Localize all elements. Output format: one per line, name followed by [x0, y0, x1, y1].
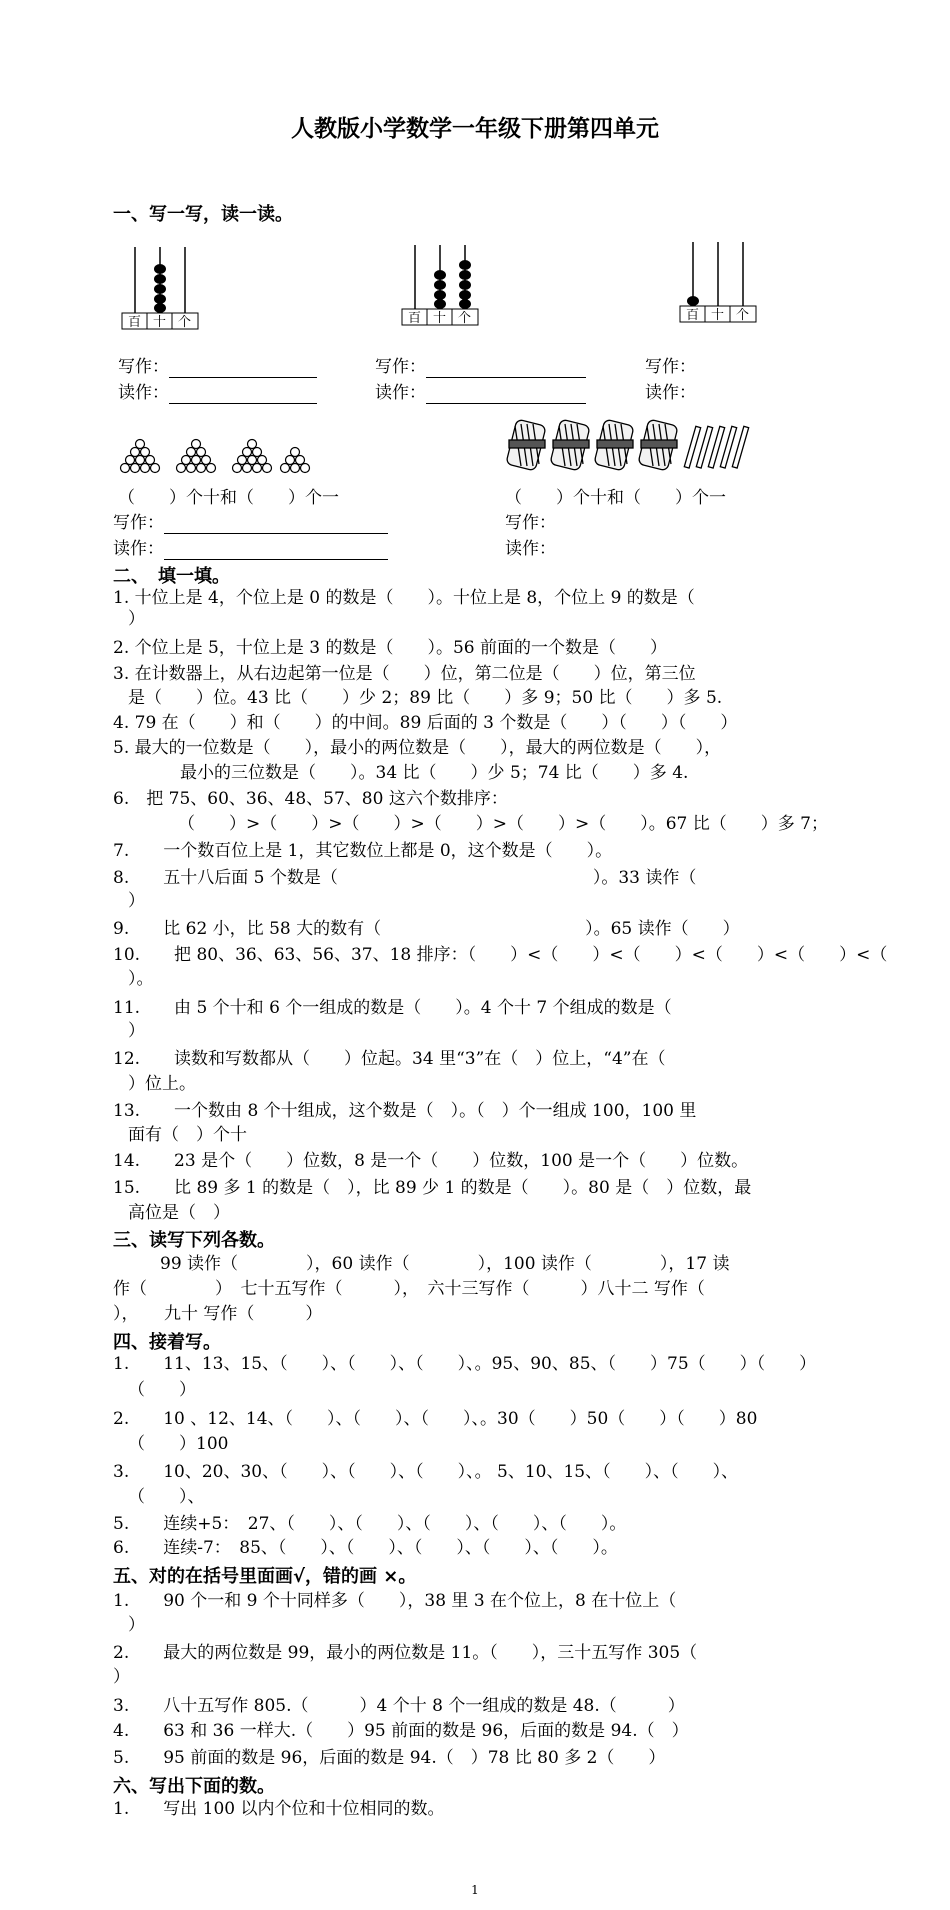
fill-line: 2. 个位上是 5，十位上是 3 的数是（ ）。56 前面的一个数是（ ） — [113, 638, 668, 658]
write-row-2: 写作： — [375, 356, 586, 378]
section-1-heading: 一、写一写，读一读。 — [113, 204, 293, 225]
write-row-5: 写作： — [505, 513, 556, 533]
write-row-4: 写作： — [113, 512, 388, 534]
abacus-label-tens: 十 — [152, 315, 167, 330]
read-blank[interactable] — [426, 386, 586, 404]
tens-beads — [154, 264, 166, 313]
fill-line: ）。 — [128, 969, 154, 989]
fill-line: 3. 在计数器上，从右边起第一位是（ ）位，第二位是（ ）位，第三位 — [113, 664, 696, 684]
fill-line: 15. 比 89 多 1 的数是（ ），比 89 少 1 的数是（ ）。80 是（ ）位数，最 — [113, 1178, 752, 1198]
section-2-heading: 二、 填一填。 — [113, 566, 230, 587]
continue-line: （ ） — [128, 1380, 196, 1400]
section-4-heading: 四、接着写。 — [113, 1332, 221, 1353]
fill-line: 11. 由 5 个十和 6 个一组成的数是（ ）。4 个十 7 个组成的数是（ — [113, 998, 672, 1018]
abacus-label-hundreds: 百 — [685, 308, 700, 323]
read-blank[interactable] — [164, 542, 388, 560]
readwrite-line: ）， 九十 写作（ ） — [113, 1304, 323, 1324]
read-row-5: 读作： — [505, 539, 556, 559]
readwrite-line: 99 读作（ ），60 读作（ ），100 读作（ ），17 读 — [160, 1254, 730, 1274]
ball-pyramids-image — [118, 438, 318, 478]
continue-line: （ ）100 — [128, 1434, 229, 1454]
fill-line: 13. 一个数由 8 个十组成，这个数是（ ）。（ ）个一组成 100，100 里 — [113, 1101, 697, 1121]
pyramid-of-ten — [121, 440, 160, 473]
abacus-3-image — [676, 240, 761, 325]
fill-line: 5. 最大的一位数是（ ），最小的两位数是（ ），最大的两位数是（ ）， — [113, 738, 722, 758]
fill-line: 10. 把 80、36、63、56、37、18 排序：（ ）<（ ）<（ ）<（ ）<（ ）<（ — [113, 945, 888, 965]
stick-bundle — [506, 419, 546, 471]
stick-bundle — [550, 419, 590, 471]
read-blank[interactable] — [169, 386, 317, 404]
write-row-1: 写作： — [118, 356, 317, 378]
judge-line: ） — [128, 1615, 145, 1635]
write-blank[interactable] — [169, 360, 317, 378]
fill-line: 14. 23 是个（ ）位数，8 是一个（ ）位数，100 是一个（ ）位数。 — [113, 1151, 749, 1171]
fill-line: （ ）>（ ）>（ ）>（ ）>（ ）>（ ）。67 比（ ）多 7； — [178, 814, 828, 834]
read-row-4: 读作： — [113, 538, 388, 560]
ones-beads — [459, 260, 471, 309]
section-5-heading: 五、对的在括号里面画√，错的画 ×。 — [113, 1566, 417, 1587]
judge-line: 4. 63 和 36 一样大.（ ）95 前面的数是 96，后面的数是 94.（ ） — [113, 1721, 689, 1741]
page-title: 人教版小学数学一年级下册第四单元 — [291, 116, 659, 142]
fill-line: 7. 一个数百位上是 1，其它数位上都是 0，这个数是（ ）。 — [113, 841, 613, 861]
fill-line: 1. 十位上是 4，个位上是 0 的数是（ ）。十位上是 8，个位上 9 的数是（ — [113, 588, 695, 608]
fill-line: ） — [128, 609, 145, 629]
pyramid-of-ten — [177, 440, 216, 473]
judge-line: ） — [113, 1667, 130, 1687]
judge-line: 5. 95 前面的数是 96，后面的数是 94.（ ）78 比 80 多 2（ ） — [113, 1748, 666, 1768]
pyramid-of-ten — [233, 440, 272, 473]
tens-ones-1: （ ）个十和（ ）个一 — [118, 488, 339, 508]
fill-line: ） — [128, 1021, 145, 1041]
fill-line: 面有（ ）个十 — [128, 1125, 247, 1145]
fill-line: ）位上。 — [128, 1074, 196, 1094]
fill-line: ） — [128, 891, 145, 911]
stick-bundle — [638, 419, 678, 471]
read-row-2: 读作： — [375, 382, 586, 404]
fill-line: 9. 比 62 小，比 58 大的数有（ ）。65 读作（ ） — [113, 919, 740, 939]
single-sticks — [684, 426, 748, 468]
hundreds-bead — [687, 296, 699, 306]
abacus-label-hundreds: 百 — [127, 315, 142, 330]
write-blank[interactable] — [164, 516, 388, 534]
fill-line: 4. 79 在（ ）和（ ）的中间。89 后面的 3 个数是（ ）（ ）（ ） — [113, 713, 738, 733]
continue-line: （ ）、 — [128, 1487, 205, 1507]
fill-line: 高位是（ ） — [128, 1203, 230, 1223]
judge-line: 1. 90 个一和 9 个十同样多（ ），38 里 3 在个位上，8 在十位上（ — [113, 1591, 677, 1611]
fill-line: 8. 五十八后面 5 个数是（ ）。33 读作（ — [113, 868, 697, 888]
section-6-heading: 六、写出下面的数。 — [113, 1776, 275, 1797]
fill-line: 最小的三位数是（ ）。34 比（ ）少 5；74 比（ ）多 4. — [180, 763, 689, 783]
abacus-label-ones: 个 — [177, 315, 192, 330]
page-number: 1 — [471, 1883, 479, 1897]
read-row-3: 读作： — [645, 383, 696, 403]
continue-line: 3. 10、20、30、（ ）、（ ）、（ ）、。 5、10、15、（ ）、（ ）、 — [113, 1462, 739, 1482]
fill-line: 12. 读数和写数都从（ ）位起。34 里“3”在（ ）位上，“4”在（ — [113, 1049, 666, 1069]
stick-bundles-image — [505, 418, 755, 474]
abacus-label-hundreds: 百 — [407, 311, 422, 326]
tens-beads — [434, 270, 446, 309]
judge-line: 2. 最大的两位数是 99，最小的两位数是 11。（ ），三十五写作 305（ — [113, 1643, 698, 1663]
abacus-label-ones: 个 — [735, 308, 750, 323]
write-row-3: 写作： — [645, 357, 696, 377]
continue-line: 5. 连续+5： 27、（ ）、（ ）、（ ）、（ ）、（ ）。 — [113, 1514, 627, 1534]
fill-line: 是（ ）位。43 比（ ）少 2；89 比（ ）多 9；50 比（ ）多 5. — [128, 688, 723, 708]
abacus-label-tens: 十 — [710, 308, 725, 323]
write-out-line: 1. 写出 100 以内个位和十位相同的数。 — [113, 1799, 445, 1819]
abacus-label-tens: 十 — [432, 311, 447, 326]
read-row-1: 读作： — [118, 382, 317, 404]
abacus-label-ones: 个 — [457, 311, 472, 326]
judge-line: 3. 八十五写作 805.（ ）4 个十 8 个一组成的数是 48.（ ） — [113, 1696, 685, 1716]
continue-line: 2. 10 、12、14、（ ）、（ ）、（ ）、。30（ ）50（ ）（ ）80 — [113, 1409, 758, 1429]
tens-ones-2: （ ）个十和（ ）个一 — [505, 488, 726, 508]
fill-line: 6. 把 75、60、36、48、57、80 这六个数排序： — [113, 789, 508, 809]
continue-line: 1. 11、13、15、（ ）、（ ）、（ ）、。95、90、85、（ ）75（ ）（ ） — [113, 1354, 817, 1374]
abacus-1-image — [118, 245, 203, 330]
continue-line: 6. 连续-7： 85、（ ）、（ ）、（ ）、（ ）、（ ）。 — [113, 1538, 618, 1558]
stick-bundle — [594, 419, 634, 471]
section-3-heading: 三、读写下列各数。 — [113, 1230, 275, 1251]
write-blank[interactable] — [426, 360, 586, 378]
pyramid-of-six — [281, 448, 310, 473]
readwrite-line: 作（ ） 七十五写作（ ）， 六十三写作（ ）八十二 写作（ — [113, 1279, 705, 1299]
abacus-2-image — [398, 243, 483, 328]
